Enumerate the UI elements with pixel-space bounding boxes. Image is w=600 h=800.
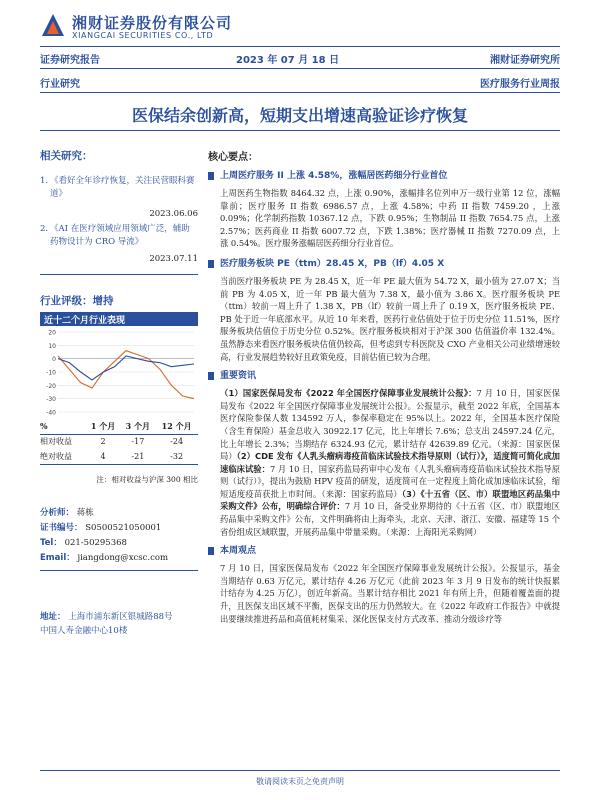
related-item-date: 2023.07.11 [149, 254, 198, 264]
address-line-1: 上海市浦东新区银城路88号 [68, 612, 173, 622]
analyst-label: 分析师： [40, 508, 75, 518]
header-divider [40, 68, 560, 69]
cert-line [40, 521, 161, 533]
table-cell: -17 [131, 437, 145, 447]
table-row [40, 434, 198, 449]
section-heading: 上周医疗服务 II 上涨 4.58%，涨幅居医药细分行业首位 [208, 169, 560, 183]
y-tick-label: -40 [46, 409, 56, 416]
table-header-row [40, 419, 198, 434]
left-sidebar [40, 148, 198, 308]
news-lead: （2）CDE 发布《人乳头瘤病毒疫苗临床试验技术指导原则（试行）》，适度简可简化成加速临床试验： [220, 451, 560, 474]
header-row-2 [40, 74, 560, 90]
title-divider [40, 130, 560, 131]
report-series: 医疗服务行业周报 [480, 79, 560, 90]
table-cell: 4 [86, 449, 121, 464]
analyst-line [40, 506, 94, 518]
table-cell: -21 [120, 449, 155, 464]
related-list [40, 175, 198, 266]
analyst-name: 蒋栋 [76, 508, 94, 518]
table-row [40, 449, 198, 464]
core-points-heading: 核心要点： [208, 152, 258, 163]
brand-name-en: XIANGCAI SECURITIES CO., LTD [72, 31, 214, 40]
news-lead: （1）国家医保局发布《2022 年全国医疗保障事业发展统计公报》： [220, 388, 477, 399]
series-line-hs300 [58, 356, 194, 380]
tel-number: 021-50295368 [64, 538, 127, 548]
email-line [40, 551, 168, 563]
table-cell: -32 [155, 449, 198, 464]
section-paragraph: 当前医疗服务板块 PE 为 28.45 X，近一年 PE 最大值为 54.72 X，最小值为 27.07 X；当前 PB 为 4.05 X，近一年 PB 最大值为 7.38 X，最小值为 3.86 X。医疗服务板块 PE（ttm）较前一周上升了 1.38 X，PB（lf）较前一周上升了 0.19 X，医疗服务板块 PE、PB 处于近一年底部水平。从近 10 年来看，医药行业估值处于位于历史分位 11.51%，医疗服务板块估值位于历史分位 0.52%。医疗服务板块相对于沪深 300 估值溢价率 132.4%。虽然静态来看医疗服务板块估值仍较高，但考虑到专科医院及 CXO 产业相关公司业绩增速较高，行业发展趋势较好且政策免疫，目前估值已较为合理。 [220, 275, 560, 362]
y-tick-label: 20 [48, 329, 56, 337]
email-label: Email： [40, 553, 75, 563]
logo-mark-icon [40, 12, 66, 38]
related-research-heading: 相关研究： [40, 150, 93, 162]
related-item-date: 2023.06.06 [149, 209, 198, 219]
y-tick-label: -10 [46, 369, 56, 377]
address-label: 地址： [40, 612, 66, 622]
header-row-1 [40, 50, 560, 66]
email-address[interactable]: jiangdong@xcsc.com [77, 553, 169, 563]
news-text: 7 月 10 日，备受业界期待的《十五省（区、市）联盟地区药品集中采购文件》公布，文件明确将由上海牵头，北京、天津、浙江、安徽、福建等 15 个省份组成区域联盟，开展药品集中带量采购。（来源：上海阳光采购网） [220, 501, 560, 537]
cert-label: 证书编号： [40, 523, 83, 533]
report-title: 医保结余创新高，短期支出增速高验证诊疗恢复 [131, 106, 468, 125]
performance-chart [40, 328, 198, 416]
header-divider [40, 46, 560, 47]
y-tick-label: 10 [48, 342, 56, 350]
news-paragraph [208, 387, 560, 538]
news-text: 7 月 10 日，国家医保局发布《2022 年全国医疗保障事业发展统计公报》。公报显示，截至 2022 年底，全国基本医疗保险参保人数 134592 万人，参保率稳定在 95%以上。2022 年，全国基本医疗保险（含生育保险）基金总收入 30922.17 亿元，比上年增长 7.6%；总支出 24597.24 亿元，比上年增长 2.3%；当期结存 6324.93 亿元，累计结存 42639.89 亿元。（来源：国家医保局） [220, 388, 561, 462]
table-header-cell: % [40, 419, 86, 434]
table-header-cell: 3 个月 [120, 419, 155, 434]
section-paragraph: 上周医药生物指数 8464.32 点，上涨 0.90%，涨幅排名位列申万一级行业第 12 位，涨幅靠前；医疗服务 II 指数 6986.57 点，上涨 4.58%；中药 II 指数 7459.20 ，上涨 0.09%；化学制药指数 10367.12 点，下跌 0.95%；生物制品 II 指数 7654.75 点，上涨 2.57%；医药商业 II 指数 6007.72 点，下跌 1.38%；医疗器械 II 指数 7270.09 点，上涨 0.54%。医疗服务涨幅居医药细分行业首位。 [220, 188, 560, 249]
table-header-cell: 1 个月 [86, 419, 121, 434]
footer-divider [40, 770, 560, 771]
left-divider [40, 570, 198, 571]
header-divider [40, 92, 560, 93]
institute-name: 湘财证券研究所 [490, 55, 560, 66]
table-cell: 2 [100, 437, 106, 447]
news-lead: （3）《十五省（区、市）联盟地区药品集中采购文件》公布，明确综合评价： [220, 488, 560, 512]
news-text: 7 月 10 日，国家药监局药审中心发布《人乳头瘤病毒疫苗临床试验技术指导原则（试行）》，提出为鼓励 HPV 疫苗的研发，适度简可在一定程度上简化成加速临床试验，缩短适度疫苗获批上市时间。（来源：国家药监局） [220, 463, 560, 499]
related-item[interactable]: 1. 《看好全年诊疗恢复，关注民营眼科赛道》 [40, 176, 195, 199]
disclaimer-footer[interactable]: 敬请阅读末页之免责声明 [256, 777, 344, 786]
tel-line [40, 536, 127, 548]
section-heading: 医疗服务板块 PE（ttm）28.45 X，PB（lf）4.05 X [208, 257, 560, 271]
section-heading: 本周观点 [208, 544, 560, 558]
industry-rating: 行业评级：增持 [40, 295, 114, 307]
address-line-2: 中国人寿金融中心10楼 [40, 626, 128, 636]
table-cell: 绝对收益 [40, 449, 86, 464]
chart-title: 近十二个月行业表现 [40, 312, 198, 326]
table-note: 注：相对收益与沪深 300 相比 [96, 475, 198, 484]
cert-number: S0500521050001 [85, 523, 162, 533]
related-item[interactable]: 2. 《AI 在医疗领域应用领域广泛，辅助药物设计为 CRO 导流》 [40, 224, 190, 247]
table-header-cell: 12 个月 [155, 419, 198, 434]
table-cell: -24 [170, 437, 184, 447]
address-line [40, 610, 173, 622]
company-logo [40, 10, 300, 42]
related-item-title: 《看好全年诊疗恢复，关注民营眼科赛道》 [50, 176, 195, 199]
brand-name-cn: 湘财证券股份有限公司 [72, 14, 233, 32]
y-tick-label: -20 [46, 382, 56, 390]
related-item-title: 《AI 在医疗领域应用领域广泛，辅助药物设计为 CRO 导流》 [50, 224, 190, 247]
series-line-medical [58, 351, 194, 399]
report-category: 行业研究 [40, 79, 80, 90]
main-content [208, 148, 560, 658]
table-cell: 相对收益 [40, 437, 72, 447]
left-divider [40, 274, 198, 275]
report-date: 2023 年 07 月 18 日 [236, 55, 340, 66]
y-tick-label: 0 [52, 356, 56, 364]
report-type: 证券研究报告 [40, 55, 100, 66]
tel-label: Tel： [40, 538, 62, 548]
y-tick-label: -30 [46, 396, 56, 404]
section-paragraph: 7 月 10 日，国家医保局发布《2022 年全国医疗保障事业发展统计公报》。公报显示，基金当期结存 0.63 万亿元，累计结存 4.26 万亿元（此前 2023 年 3 月 9 日发布的统计快报累计结存为 4.25 万亿），创近年新高。当累计结存相比 2021 年有所上升，但随着覆盖面的提升，且医保支出区域不平衡，医保支出的压力仍然较大。在《2022 年政府工作报告》中就提出要继续推进药品和高值耗材集采、深化医保支付方式改革、推动分级诊疗等 [220, 563, 560, 624]
section-heading: 重要资讯 [208, 369, 560, 383]
performance-table [40, 419, 198, 465]
